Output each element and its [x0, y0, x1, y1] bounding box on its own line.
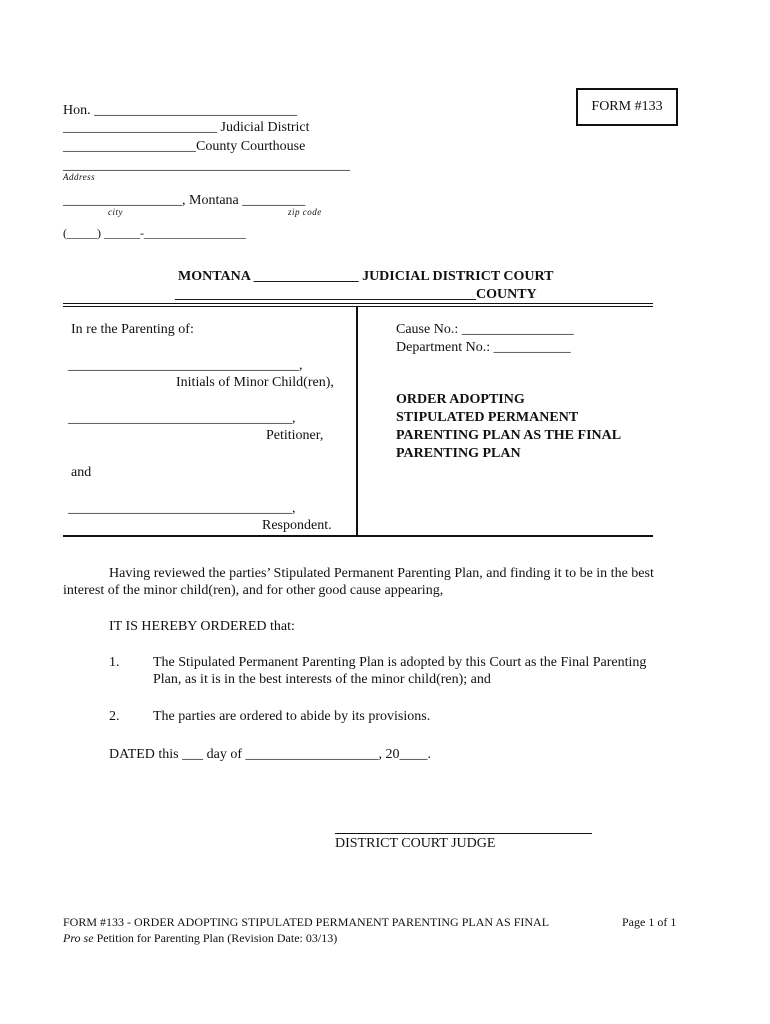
in-re-label: In re the Parenting of: [71, 322, 194, 337]
judge-signature-label: DISTRICT COURT JUDGE [335, 836, 496, 851]
item-2-number: 2. [109, 709, 120, 724]
zip-code-label: zip code [288, 207, 322, 217]
caption-top-rule-double [63, 306, 653, 307]
court-heading-line1: MONTANA _______________ JUDICIAL DISTRICT COURT [178, 269, 554, 284]
item-1-number: 1. [109, 655, 120, 670]
judge-signature-line[interactable] [335, 833, 592, 834]
form-number-box [576, 88, 678, 126]
item-1-line2: Plan, as it is in the best interests of the minor child(ren); and [153, 672, 491, 687]
department-number-line[interactable]: Department No.: ___________ [396, 340, 571, 355]
order-title-line4: PARENTING PLAN [396, 446, 521, 461]
petitioner-label: Petitioner, [266, 428, 324, 443]
minor-child-line[interactable]: _________________________________, [68, 358, 303, 373]
respondent-line[interactable]: ________________________________, [68, 501, 296, 516]
ordered-heading: IT IS HEREBY ORDERED that: [109, 619, 295, 634]
item-1-line1: The Stipulated Permanent Parenting Plan is adopted by this Court as the Final Parenting [153, 655, 647, 670]
page-number: Page 1 of 1 [622, 915, 677, 929]
order-title-line1: ORDER ADOPTING [396, 392, 525, 407]
footer-form-title: FORM #133 - ORDER ADOPTING STIPULATED PERMANENT PARENTING PLAN AS FINAL [63, 915, 550, 929]
judge-name-line[interactable]: Hon. _____________________________ [63, 103, 298, 118]
footer-revision-text: Petition for Parenting Plan (Revision Date: 03/13) [93, 931, 338, 945]
city-state-zip-line[interactable]: _________________, Montana _________ [63, 193, 306, 208]
cause-number-line[interactable]: Cause No.: ________________ [396, 322, 574, 337]
caption-top-rule [63, 303, 653, 304]
court-heading-line2: ___________________________________________COUNTY [175, 287, 537, 302]
and-label: and [71, 465, 92, 480]
minor-child-label: Initials of Minor Child(ren), [176, 375, 334, 390]
caption-divider [356, 306, 358, 536]
order-title-line3: PARENTING PLAN AS THE FINAL [396, 428, 622, 443]
footer-revision [63, 931, 337, 946]
address-line[interactable]: _________________________________________ [63, 158, 350, 173]
order-title-line2: STIPULATED PERMANENT [396, 410, 579, 425]
form-number: FORM #133 [591, 99, 663, 114]
dated-line[interactable]: DATED this ___ day of ___________________, 20____. [109, 747, 431, 762]
finding-paragraph-line1: Having reviewed the parties’ Stipulated Permanent Parenting Plan, and finding it to be in the best [109, 566, 654, 581]
address-label: Address [63, 172, 96, 182]
phone-line[interactable]: (_____) ______-_________________ [63, 226, 246, 240]
caption-bottom-rule [63, 535, 653, 537]
footer-pro-se: Pro se [63, 931, 94, 945]
judicial-district-line[interactable]: ______________________ Judicial District [63, 120, 310, 135]
petitioner-line[interactable]: ________________________________, [68, 411, 296, 426]
respondent-label: Respondent. [262, 518, 332, 533]
county-courthouse-line[interactable]: ___________________County Courthouse [63, 139, 306, 154]
item-2-text: The parties are ordered to abide by its provisions. [153, 709, 431, 724]
city-label: city [108, 207, 123, 217]
finding-paragraph-line2: interest of the minor child(ren), and for other good cause appearing, [63, 583, 444, 598]
